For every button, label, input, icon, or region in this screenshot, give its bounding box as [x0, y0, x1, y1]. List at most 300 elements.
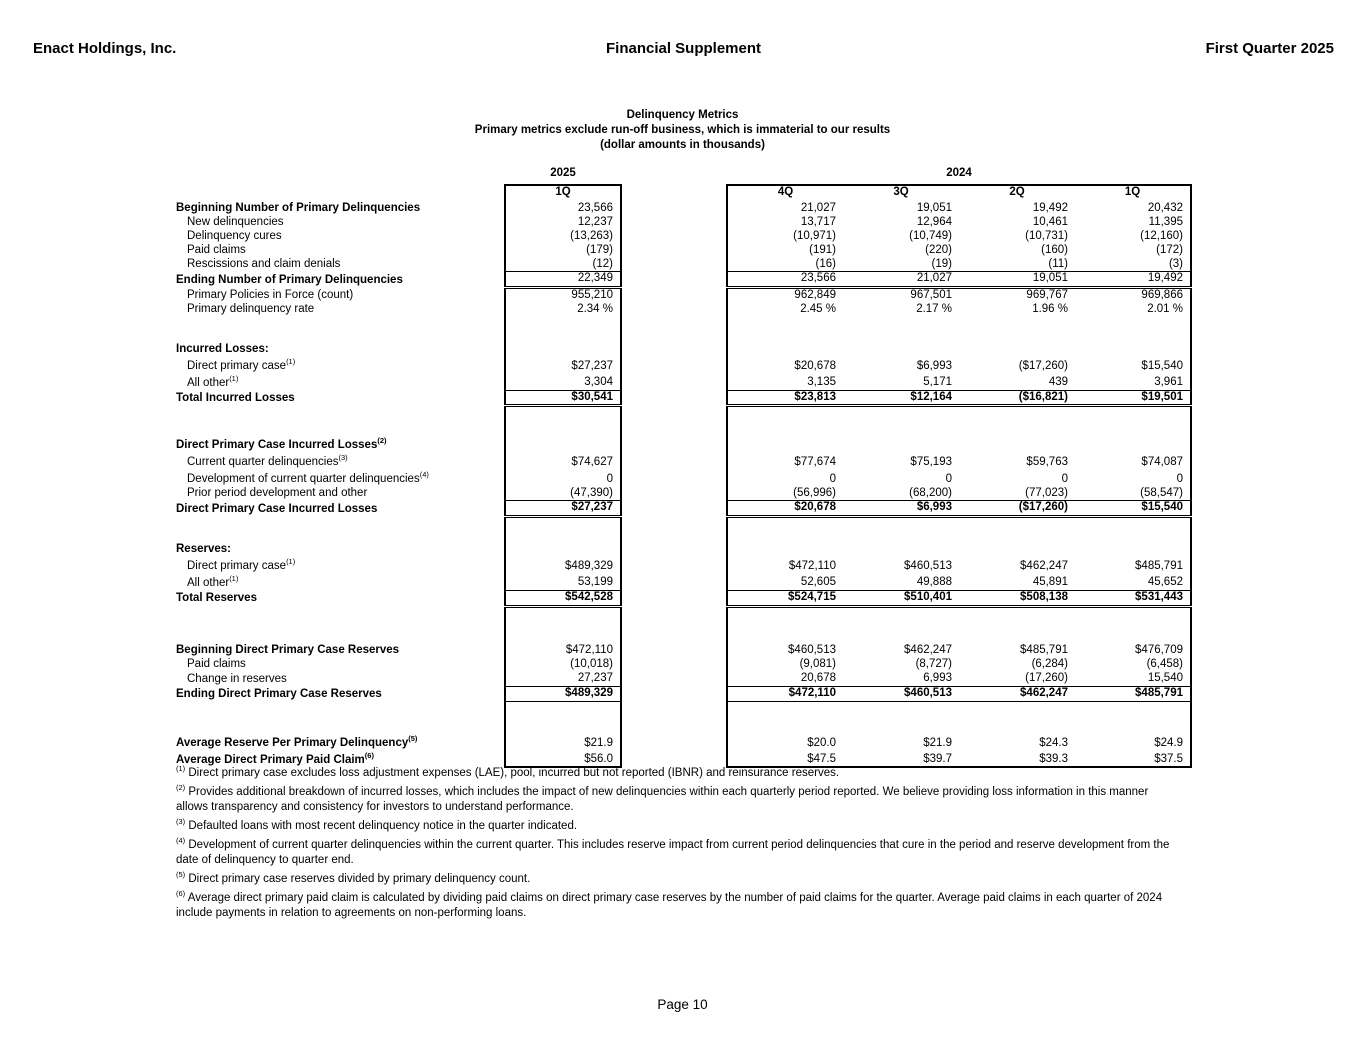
value-cell: 21,027 — [727, 202, 843, 216]
value-cell: 45,652 — [1075, 573, 1191, 590]
value-cell: 439 — [1048, 376, 1068, 389]
value-cell — [505, 542, 621, 556]
spacer-cell — [727, 606, 843, 644]
value-cell: 967,501 — [910, 288, 952, 301]
value-cell: 0 — [505, 470, 621, 487]
row-label — [176, 230, 505, 244]
quarter-label: 2Q — [959, 185, 1075, 202]
spacer-cell — [727, 406, 843, 436]
row-label-text: Paid claims — [187, 658, 246, 671]
footnote-text: Development of current quarter delinquencies within the current quarter. This includes reserve impact from current period delinquencies that cure in the period and reserve development from the date of delinquency to quarter end. — [176, 839, 1170, 866]
row-label — [176, 542, 505, 556]
value-cell: $21.9 — [505, 733, 621, 750]
spacer-cell — [505, 606, 621, 644]
table-row — [176, 658, 1191, 672]
spacer-row — [176, 406, 1191, 436]
row-label-text: All other — [187, 576, 230, 589]
row-label-text: Direct Primary Case Incurred Losses — [176, 439, 378, 452]
value-cell: 5,171 — [923, 376, 952, 389]
gap-cell — [621, 167, 727, 185]
table-row — [176, 686, 1191, 701]
year-2024-label: 2024 — [946, 167, 972, 180]
gap-cell — [621, 658, 727, 672]
row-label-text: Ending Number of Primary Delinquencies — [176, 273, 403, 286]
gap-cell — [621, 686, 727, 701]
table-row — [176, 487, 1191, 501]
value-cell — [505, 342, 621, 356]
value-cell: $39.3 — [959, 750, 1075, 767]
value-cell: 19,492 — [1075, 272, 1191, 288]
value-cell: (77,023) — [1025, 486, 1068, 499]
value-cell — [727, 542, 843, 556]
footnote — [176, 819, 1171, 834]
value-cell — [843, 542, 959, 556]
value-cell: $462,247 — [959, 686, 1075, 701]
footnotes — [176, 766, 1171, 925]
spacer-cell — [843, 701, 959, 733]
value-cell: $489,329 — [505, 686, 621, 701]
row-label-text: Development of current quarter delinquencies — [187, 473, 420, 486]
row-label — [176, 733, 505, 750]
quarter-label: 4Q — [727, 185, 843, 202]
table-row — [176, 573, 1191, 590]
gap-cell — [621, 542, 727, 556]
value-cell: $476,709 — [1075, 644, 1191, 658]
table-row — [176, 590, 1191, 606]
value-cell: $485,791 — [1020, 644, 1068, 657]
value-cell: $30,541 — [505, 390, 621, 406]
value-cell — [959, 436, 1075, 453]
spacer-cell — [1075, 606, 1191, 644]
row-label-text: Prior period development and other — [187, 487, 368, 500]
row-label-text: Paid claims — [187, 244, 246, 256]
value-cell: $39.7 — [843, 750, 959, 767]
gap-cell — [621, 272, 727, 288]
table-row — [176, 230, 1191, 244]
gap-cell — [621, 470, 727, 487]
table-row — [176, 202, 1191, 216]
table-row — [176, 302, 1191, 316]
row-label — [176, 750, 505, 767]
value-cell — [843, 342, 959, 356]
value-cell: $47.5 — [727, 750, 843, 767]
row-label-text: Primary Policies in Force (count) — [187, 288, 354, 301]
row-label — [176, 644, 505, 658]
spacer-cell — [176, 701, 505, 733]
table-row — [176, 644, 1191, 658]
quarter-label: 1Q — [1075, 185, 1191, 202]
footnote-ref: (2) — [377, 436, 387, 446]
value-cell: $460,513 — [843, 686, 959, 701]
spacer-cell — [1075, 516, 1191, 542]
gap-cell — [621, 373, 727, 390]
gap-cell — [621, 573, 727, 590]
row-label — [176, 356, 505, 373]
value-cell: (12) — [505, 258, 621, 272]
value-cell: 23,566 — [727, 272, 843, 288]
value-cell: (191) — [727, 244, 843, 258]
value-cell — [727, 342, 843, 356]
spacer-cell — [959, 406, 1075, 436]
value-cell: 15,540 — [1075, 672, 1191, 686]
table-row — [176, 470, 1191, 487]
value-cell: $6,993 — [916, 359, 952, 372]
value-cell: $472,110 — [505, 644, 621, 658]
report-period: First Quarter 2025 — [1205, 40, 1334, 57]
value-cell: (12,160) — [1075, 230, 1191, 244]
value-cell — [1075, 436, 1191, 453]
year-header-row — [176, 167, 1191, 185]
value-cell: 1.96 % — [1032, 302, 1068, 315]
value-cell: $77,674 — [727, 453, 843, 470]
row-label-text: Total Incurred Losses — [176, 392, 295, 405]
spacer-cell — [505, 406, 621, 436]
footnote — [176, 785, 1171, 815]
spacer-cell — [505, 701, 621, 733]
footnote-ref: (4) — [419, 470, 429, 480]
row-label-text: Change in reserves — [187, 672, 287, 685]
gap-cell — [621, 453, 727, 470]
spacer-cell — [505, 316, 621, 342]
footnote — [176, 838, 1171, 868]
value-cell — [959, 342, 1075, 356]
table-row — [176, 436, 1191, 453]
value-cell: 2.17 % — [916, 302, 952, 315]
value-cell: (179) — [505, 244, 621, 258]
table-row — [176, 390, 1191, 406]
footnote-text: Direct primary case excludes loss adjustment expenses (LAE), pool, incurred but not reported (IBNR) and reinsurance reserves. — [185, 767, 840, 779]
spacer-cell — [505, 516, 621, 542]
table-row — [176, 373, 1191, 390]
row-label-text: Beginning Number of Primary Delinquencies — [176, 202, 421, 214]
footnote-text: Defaulted loans with most recent delinquency notice in the quarter indicated. — [185, 820, 578, 832]
value-cell: 12,964 — [916, 216, 952, 228]
value-cell: $21.9 — [923, 736, 952, 749]
value-cell: $460,513 — [727, 644, 843, 658]
value-cell: (13,263) — [505, 230, 621, 244]
row-label — [176, 436, 505, 453]
value-cell: 3,304 — [505, 373, 621, 390]
spacer-cell — [959, 316, 1075, 342]
row-label — [176, 244, 505, 258]
value-cell: 10,461 — [1032, 216, 1068, 228]
value-cell: $37.5 — [1075, 750, 1191, 767]
gap-cell — [621, 216, 727, 230]
gap-cell — [621, 750, 727, 767]
value-cell: ($17,260) — [959, 501, 1075, 517]
page-header — [33, 40, 1334, 60]
value-cell: (6,458) — [1075, 658, 1191, 672]
value-cell: 2.01 % — [1075, 302, 1191, 316]
value-cell: (8,727) — [915, 658, 952, 671]
row-label — [176, 658, 505, 672]
row-label-text: Incurred Losses: — [176, 342, 269, 355]
value-cell: $462,247 — [1020, 559, 1068, 572]
value-cell — [959, 542, 1075, 556]
value-cell: 0 — [727, 470, 843, 487]
value-cell: $460,513 — [904, 559, 952, 572]
footnote-number: (6) — [176, 889, 186, 899]
value-cell: $74,087 — [1075, 453, 1191, 470]
value-cell: 49,888 — [916, 576, 952, 589]
value-cell: ($16,821) — [959, 390, 1075, 406]
value-cell: (10,971) — [727, 230, 843, 244]
quarter-row-spacer — [176, 185, 505, 202]
table-title: Delinquency Metrics — [626, 109, 739, 121]
value-cell: $472,110 — [727, 686, 843, 701]
row-label — [176, 672, 505, 686]
value-cell: (58,547) — [1075, 487, 1191, 501]
spacer-cell — [176, 606, 505, 644]
table-row — [176, 216, 1191, 230]
spacer-cell — [176, 516, 505, 542]
gap-cell — [621, 501, 727, 517]
value-cell: $485,791 — [1075, 686, 1191, 701]
value-cell: $6,993 — [843, 501, 959, 517]
spacer-cell — [176, 316, 505, 342]
footnote-ref: (3) — [338, 453, 348, 463]
value-cell — [1075, 342, 1191, 356]
row-label-text: Rescissions and claim denials — [187, 258, 341, 271]
row-label-text: New delinquencies — [187, 216, 284, 228]
table-units: (dollar amounts in thousands) — [600, 139, 765, 151]
gap-cell — [621, 356, 727, 373]
value-cell: 3,135 — [727, 373, 843, 390]
gap-cell — [621, 390, 727, 406]
value-cell: (10,018) — [505, 658, 621, 672]
value-cell: (3) — [1075, 258, 1191, 272]
value-cell — [1075, 542, 1191, 556]
value-cell: $524,715 — [727, 590, 843, 606]
spacer-cell — [176, 406, 505, 436]
row-label-text: Reserves: — [176, 542, 231, 555]
row-label-text: Direct primary case — [187, 559, 287, 572]
value-cell: $489,329 — [505, 556, 621, 573]
row-label-text: Direct Primary Case Incurred Losses — [176, 502, 378, 515]
value-cell: (17,260) — [1025, 672, 1068, 684]
page-number: Page 10 — [657, 997, 708, 1012]
value-cell: 3,961 — [1075, 373, 1191, 390]
table-row — [176, 453, 1191, 470]
value-cell: 53,199 — [505, 573, 621, 590]
row-label — [176, 453, 505, 470]
footnote-number: (5) — [176, 870, 186, 880]
gap-cell — [621, 672, 727, 686]
spacer-cell — [727, 316, 843, 342]
footnote-text: Provides additional breakdown of incurred losses, which includes the impact of new delinquencies within each quarterly period reported. We believe providing loss information in this manner allows transparency and consistency for investors to understand performance. — [176, 786, 1149, 813]
gap-cell — [621, 436, 727, 453]
value-cell: (56,996) — [727, 487, 843, 501]
table-row — [176, 356, 1191, 373]
row-label — [176, 287, 505, 302]
gap-cell — [621, 302, 727, 316]
value-cell: $15,540 — [1075, 356, 1191, 373]
value-cell: 45,891 — [1032, 576, 1068, 589]
value-cell: $531,443 — [1075, 590, 1191, 606]
spacer-cell — [959, 701, 1075, 733]
footnote-ref: (1) — [229, 574, 239, 584]
value-cell: $27,237 — [505, 356, 621, 373]
footnote-ref: (1) — [286, 557, 296, 567]
value-cell: $23,813 — [727, 390, 843, 406]
spacer-cell — [843, 516, 959, 542]
value-cell: 19,051 — [916, 202, 952, 214]
table-row — [176, 556, 1191, 573]
gap-cell — [621, 244, 727, 258]
row-label-text: Average Direct Primary Paid Claim — [176, 753, 365, 766]
value-cell: $510,401 — [843, 590, 959, 606]
value-cell: $15,540 — [1075, 501, 1191, 517]
value-cell — [505, 436, 621, 453]
gap-cell — [621, 516, 727, 542]
row-label — [176, 342, 505, 356]
table-row — [176, 501, 1191, 517]
spacer-cell — [843, 316, 959, 342]
year-row-spacer — [176, 167, 505, 185]
row-label — [176, 202, 505, 216]
footnote-number: (3) — [176, 817, 186, 827]
table-row — [176, 750, 1191, 767]
spacer-cell — [1075, 406, 1191, 436]
gap-cell — [621, 230, 727, 244]
value-cell: 13,717 — [727, 216, 843, 230]
gap-cell — [621, 487, 727, 501]
spacer-cell — [1075, 316, 1191, 342]
footnote — [176, 766, 1171, 781]
value-cell: $19,501 — [1075, 390, 1191, 406]
spacer-cell — [1075, 701, 1191, 733]
value-cell: 2.45 % — [727, 302, 843, 316]
value-cell: 19,051 — [959, 272, 1075, 288]
value-cell: (220) — [925, 244, 952, 256]
spacer-cell — [959, 606, 1075, 644]
row-label — [176, 272, 505, 288]
value-cell: $20,678 — [727, 356, 843, 373]
table-row — [176, 342, 1191, 356]
row-label-text: Total Reserves — [176, 592, 257, 605]
value-cell: $472,110 — [727, 556, 843, 573]
spacer-cell — [727, 516, 843, 542]
table-row — [176, 542, 1191, 556]
gap-cell — [621, 185, 727, 202]
footnote — [176, 872, 1171, 887]
value-cell: 20,678 — [727, 672, 843, 686]
document-title: Financial Supplement — [605, 40, 762, 57]
footnote-ref: (1) — [229, 373, 239, 383]
value-cell: $462,247 — [904, 644, 952, 657]
table-title-block — [0, 108, 1365, 153]
value-cell: ($17,260) — [1018, 359, 1068, 372]
row-label — [176, 590, 505, 606]
gap-cell — [621, 590, 727, 606]
value-cell: (160) — [1041, 244, 1068, 256]
row-label-text: Delinquency cures — [187, 230, 282, 242]
footnote-text: Direct primary case reserves divided by primary delinquency count. — [185, 873, 531, 885]
footnote-number: (1) — [176, 764, 186, 774]
value-cell: 52,605 — [727, 573, 843, 590]
value-cell: $75,193 — [910, 456, 952, 469]
value-cell: 955,210 — [505, 287, 621, 302]
footnote-ref: (5) — [408, 733, 418, 743]
gap-cell — [621, 342, 727, 356]
row-label-text: Beginning Direct Primary Case Reserves — [176, 644, 400, 657]
row-label — [176, 373, 505, 390]
value-cell: 6,993 — [923, 672, 952, 684]
value-cell: (9,081) — [727, 658, 843, 672]
spacer-row — [176, 701, 1191, 733]
value-cell: 2.34 % — [505, 302, 621, 316]
value-cell: (10,731) — [1025, 230, 1068, 242]
gap-cell — [621, 258, 727, 272]
spacer-row — [176, 516, 1191, 542]
value-cell: 962,849 — [727, 287, 843, 302]
gap-cell — [621, 316, 727, 342]
company-name: Enact Holdings, Inc. — [33, 40, 177, 57]
row-label — [176, 302, 505, 316]
gap-cell — [621, 606, 727, 644]
table-row — [176, 733, 1191, 750]
spacer-row — [176, 606, 1191, 644]
year-2025-label: 2025 — [550, 167, 576, 180]
value-cell — [727, 436, 843, 453]
value-cell: 22,349 — [505, 272, 621, 288]
gap-cell — [621, 644, 727, 658]
row-label-text: Ending Direct Primary Case Reserves — [176, 687, 382, 700]
table-row — [176, 272, 1191, 288]
value-cell: 0 — [945, 473, 952, 486]
row-label-text: Average Reserve Per Primary Delinquency — [176, 736, 409, 749]
table-row — [176, 672, 1191, 686]
value-cell: (16) — [727, 258, 843, 272]
table-row — [176, 244, 1191, 258]
value-cell: 969,866 — [1075, 287, 1191, 302]
table-row — [176, 258, 1191, 272]
row-label — [176, 258, 505, 272]
row-label — [176, 686, 505, 701]
table-subtitle: Primary metrics exclude run-off business, which is immaterial to our results — [474, 124, 891, 136]
row-label — [176, 216, 505, 230]
row-label — [176, 470, 505, 487]
value-cell: $20,678 — [727, 501, 843, 517]
footnote — [176, 891, 1171, 921]
spacer-cell — [843, 406, 959, 436]
value-cell: 21,027 — [843, 272, 959, 288]
value-cell — [843, 436, 959, 453]
spacer-cell — [843, 606, 959, 644]
value-cell: $508,138 — [959, 590, 1075, 606]
gap-cell — [621, 287, 727, 302]
row-label — [176, 487, 505, 501]
value-cell: (172) — [1075, 244, 1191, 258]
spacer-cell — [959, 516, 1075, 542]
row-label-text: Direct primary case — [187, 359, 287, 372]
quarter-label: 1Q — [505, 185, 621, 202]
value-cell: 0 — [1075, 470, 1191, 487]
value-cell: 12,237 — [505, 216, 621, 230]
value-cell: $485,791 — [1075, 556, 1191, 573]
value-cell: $27,237 — [505, 501, 621, 517]
gap-cell — [621, 406, 727, 436]
quarter-header-row — [176, 185, 1191, 202]
value-cell: $542,528 — [505, 590, 621, 606]
gap-cell — [621, 202, 727, 216]
value-cell: 20,432 — [1075, 202, 1191, 216]
spacer-cell — [727, 701, 843, 733]
value-cell: 19,492 — [1032, 202, 1068, 214]
row-label-text: All other — [187, 376, 230, 389]
value-cell: (6,284) — [1031, 658, 1068, 671]
value-cell: $74,627 — [505, 453, 621, 470]
